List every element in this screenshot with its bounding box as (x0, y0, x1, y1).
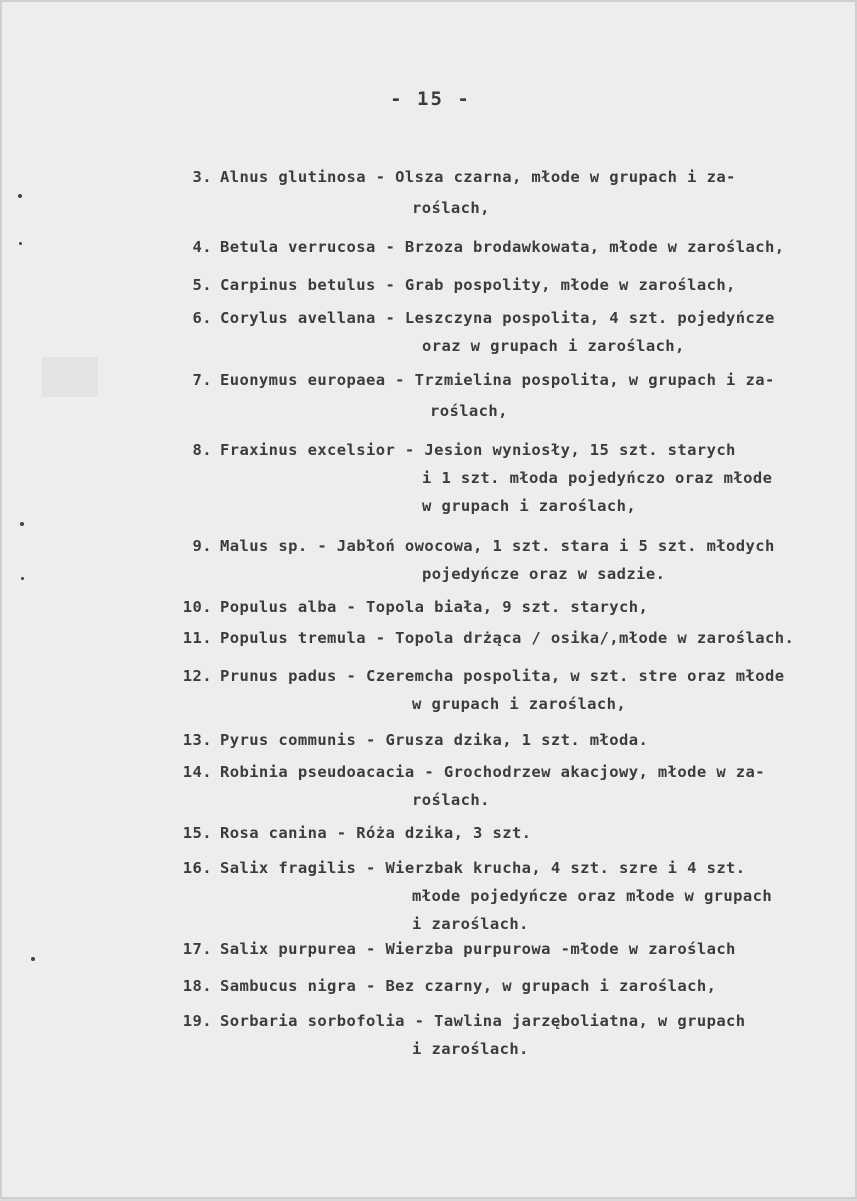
item-text: Populus alba - Topola biała, 9 szt. starych, (220, 598, 649, 616)
margin-speck (20, 522, 24, 526)
list-item (172, 971, 842, 1002)
item-text-continued: roślach, (430, 402, 508, 420)
item-number: 4. (192, 238, 212, 256)
list-item (172, 365, 842, 427)
item-text: Alnus glutinosa - Olsza czarna, młode w grupach i za- (220, 168, 736, 186)
list-item (172, 270, 842, 301)
item-number: 16. (182, 859, 212, 877)
item-number: 10. (182, 598, 212, 616)
item-text: Betula verrucosa - Brzoza brodawkowata, młode w zaroślach, (220, 238, 785, 256)
item-number: 12. (182, 667, 212, 685)
list-item (172, 532, 842, 588)
margin-speck (31, 957, 35, 961)
margin-speck (19, 242, 22, 245)
item-text: Salix fragilis - Wierzbak krucha, 4 szt. szre i 4 szt. (220, 859, 746, 877)
item-text-continued: pojedyńcze oraz w sadzie. (422, 565, 666, 583)
item-text: Salix purpurea - Wierzba purpurowa -młode w zaroślach (220, 940, 736, 958)
item-text: Corylus avellana - Leszczyna pospolita, 4 szt. pojedyńcze (220, 309, 775, 327)
item-text-continued: oraz w grupach i zaroślach, (422, 337, 685, 355)
list-item (172, 818, 842, 849)
item-number: 8. (192, 441, 212, 459)
item-text-continued: młode pojedyńcze oraz młode w grupach (412, 887, 773, 905)
list-item (172, 725, 842, 756)
item-text-continued: w grupach i zaroślach, (412, 695, 627, 713)
item-number: 7. (192, 371, 212, 389)
item-number: 6. (192, 309, 212, 327)
item-text: Populus tremula - Topola drżąca / osika/,młode w zaroślach. (220, 629, 795, 647)
list-item (172, 623, 842, 654)
item-text-continued: i 1 szt. młoda pojedyńczo oraz młode (422, 469, 773, 487)
list-item (172, 162, 842, 224)
list-item (172, 758, 842, 814)
item-text-continued: i zaroślach. (412, 915, 529, 933)
list-item (172, 304, 842, 360)
item-number: 11. (182, 629, 212, 647)
list-item (172, 854, 842, 938)
item-text: Prunus padus - Czeremcha pospolita, w szt. stre oraz młode (220, 667, 785, 685)
item-text-continued: i zaroślach. (412, 1040, 529, 1058)
item-text-continued: w grupach i zaroślach, (422, 497, 637, 515)
item-number: 5. (192, 276, 212, 294)
item-text: Sorbaria sorbofolia - Tawlina jarzęboliatna, w grupach (220, 1012, 746, 1030)
item-text: Fraxinus excelsior - Jesion wyniosły, 15 szt. starych (220, 441, 736, 459)
list-item (172, 436, 842, 520)
species-list (2, 2, 857, 1201)
item-number: 19. (182, 1012, 212, 1030)
item-number: 9. (192, 537, 212, 555)
margin-speck (21, 577, 24, 580)
item-text: Rosa canina - Róża dzika, 3 szt. (220, 824, 532, 842)
scan-smudge (42, 357, 98, 397)
item-text: Robinia pseudoacacia - Grochodrzew akacjowy, młode w za- (220, 763, 765, 781)
item-text: Euonymus europaea - Trzmielina pospolita, w grupach i za- (220, 371, 775, 389)
list-item (172, 662, 842, 718)
item-number: 14. (182, 763, 212, 781)
item-number: 18. (182, 977, 212, 995)
item-text-continued: roślach, (412, 199, 490, 217)
item-text: Sambucus nigra - Bez czarny, w grupach i zaroślach, (220, 977, 717, 995)
margin-speck (18, 194, 22, 198)
list-item (172, 1007, 842, 1063)
item-number: 3. (192, 168, 212, 186)
list-item (172, 934, 842, 965)
item-number: 15. (182, 824, 212, 842)
page-number: - 15 - (390, 88, 471, 110)
item-number: 13. (182, 731, 212, 749)
list-item (172, 232, 842, 263)
item-text: Malus sp. - Jabłoń owocowa, 1 szt. stara i 5 szt. młodych (220, 537, 775, 555)
item-number: 17. (182, 940, 212, 958)
list-item (172, 592, 842, 623)
item-text: Carpinus betulus - Grab pospolity, młode w zaroślach, (220, 276, 736, 294)
item-text: Pyrus communis - Grusza dzika, 1 szt. młoda. (220, 731, 649, 749)
item-text-continued: roślach. (412, 791, 490, 809)
